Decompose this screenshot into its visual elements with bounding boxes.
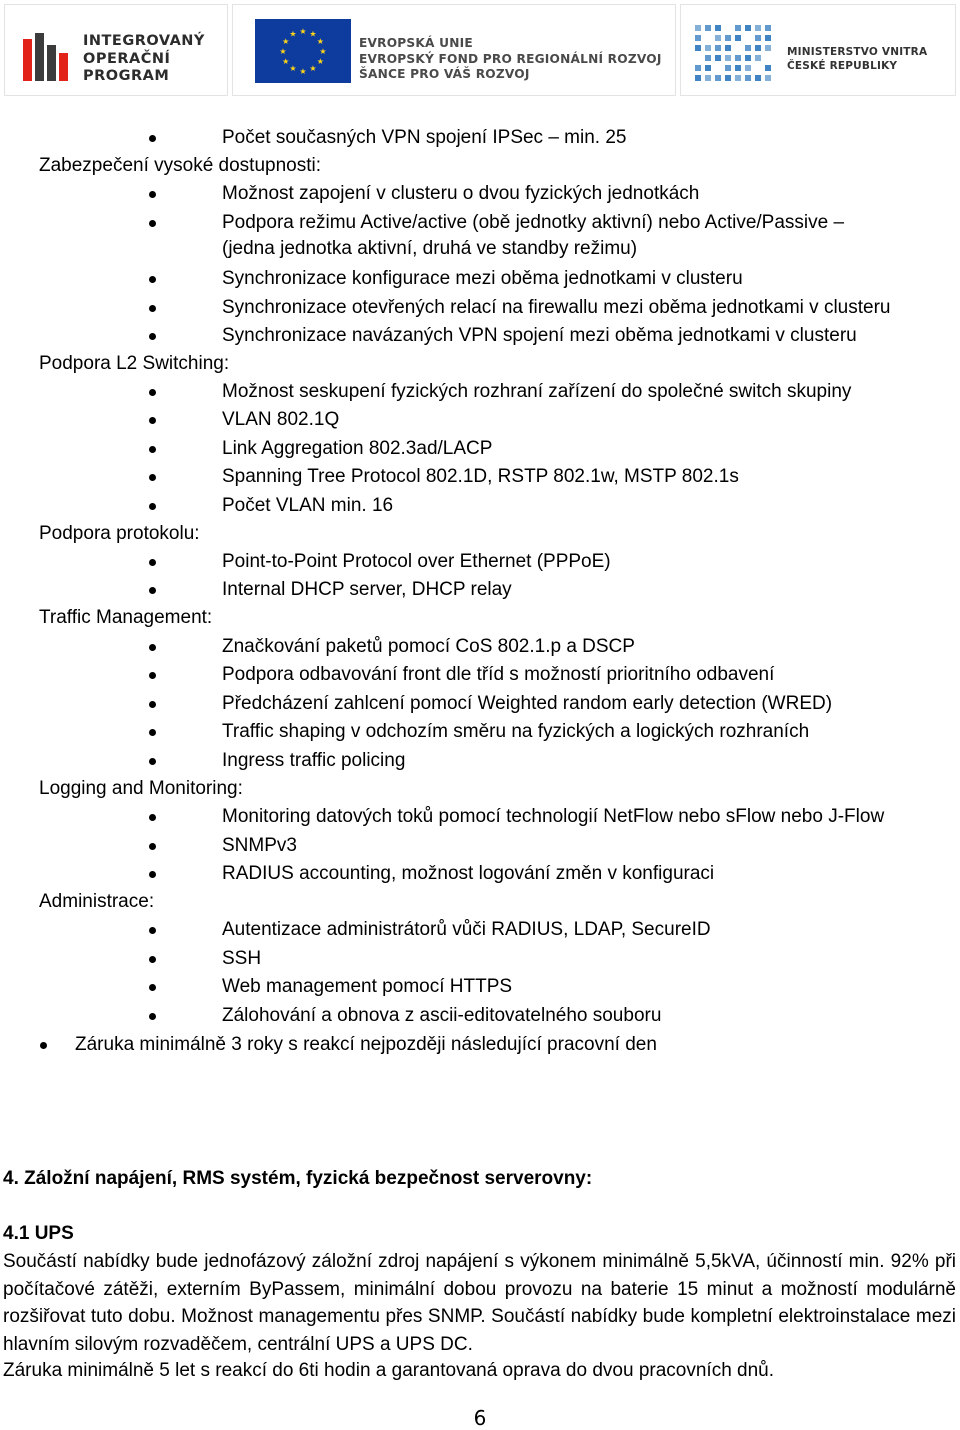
mv-dot: [745, 45, 751, 51]
list-item: Značkování paketů pomocí CoS 802.1.p a DSCP: [222, 636, 635, 657]
bullet-icon: [149, 587, 156, 594]
bullet-icon: [40, 1042, 47, 1049]
bullet-icon: [149, 758, 156, 765]
bullet-icon: [149, 1013, 156, 1020]
mv-dot: [705, 65, 711, 71]
bullet-icon: [149, 559, 156, 566]
list-item: Web management pomocí HTTPS: [222, 976, 513, 997]
bullet-icon: [149, 672, 156, 679]
mv-dot: [705, 25, 711, 31]
list-item: Internal DHCP server, DHCP relay: [222, 579, 512, 600]
mv-dot: [695, 45, 701, 51]
bullet-icon: [149, 814, 156, 821]
eu-star-icon: ★: [316, 56, 324, 66]
mv-logo: [680, 4, 956, 96]
bullet-icon: [149, 701, 156, 708]
list-item: Synchronizace otevřených relací na firewallu mezi oběma jednotkami v clusteru: [222, 297, 891, 318]
list-item: Link Aggregation 802.3ad/LACP: [222, 438, 493, 459]
mv-dot: [735, 55, 741, 61]
mv-dot: [695, 75, 701, 81]
bullet-icon: [149, 305, 156, 312]
list-item: Počet současných VPN spojení IPSec – min. 25: [222, 127, 627, 148]
mv-dot: [745, 75, 751, 81]
bullet-icon: [149, 729, 156, 736]
bullet-icon: [149, 871, 156, 878]
warranty-text: Záruka minimálně 5 let s reakcí do 6ti hodin a garantovaná oprava do dvou pracovních dnů.: [3, 1360, 775, 1381]
mv-dot: [715, 35, 721, 41]
mv-dot: [735, 35, 741, 41]
page-header: [0, 0, 960, 100]
section-heading: 4. Záložní napájení, RMS systém, fyzická bezpečnost serverovny:: [3, 1168, 593, 1189]
mv-logo-text: [787, 45, 927, 73]
section-paragraph: Součástí nabídky bude jednofázový záložní zdroj napájení s výkonem minimálně 5,5kVA, účinností min. 92% při počítačové zátěži, externím ByPassem, minimální dobou provozu na baterie 15 minut a možností modulárně rozšiřovat tuto dobu. Možnost managementu přes SNMP. Součástí nabídky bude kompletní elektroinstalace mezi hlavním silovým rozvaděčem, centrální UPS a UPS DC.: [3, 1251, 956, 1355]
mv-dots-icon: [695, 25, 777, 85]
mv-dot: [735, 75, 741, 81]
mv-dot: [725, 55, 731, 61]
eu-flag-icon: [255, 19, 351, 83]
mv-dot: [735, 25, 741, 31]
mv-dot: [755, 25, 761, 31]
list-item-continuation: (jedna jednotka aktivní, druhá ve standby režimu): [222, 238, 638, 259]
mv-dot: [765, 45, 771, 51]
eu-star-icon: ★: [289, 64, 297, 74]
bullet-icon: [149, 927, 156, 934]
eu-star-icon: ★: [309, 64, 317, 74]
bullet-icon: [149, 474, 156, 481]
mv-dot: [725, 75, 731, 81]
mv-dot: [755, 35, 761, 41]
mv-dot: [715, 55, 721, 61]
list-item: RADIUS accounting, možnost logování změn v konfiguraci: [222, 863, 715, 884]
iop-line: OPERAČNÍ: [83, 50, 171, 67]
bullet-icon: [149, 503, 156, 510]
list-item: Spanning Tree Protocol 802.1D, RSTP 802.1w, MSTP 802.1s: [222, 466, 739, 487]
bullet-icon: [149, 984, 156, 991]
list-item: Možnost seskupení fyzických rozhraní zařízení do společné switch skupiny: [222, 381, 852, 402]
mv-dot: [735, 65, 741, 71]
eu-star-icon: ★: [282, 56, 290, 66]
eu-star-icon: ★: [299, 26, 307, 36]
list-item: VLAN 802.1Q: [222, 409, 340, 430]
bullet-icon: [149, 446, 156, 453]
mv-dot: [745, 55, 751, 61]
bullet-icon: [149, 135, 156, 142]
list-item: Podpora režimu Active/active (obě jednotky aktivní) nebo Active/Passive –: [222, 212, 845, 233]
group-label: Administrace:: [39, 891, 155, 912]
subsection-heading: 4.1 UPS: [3, 1223, 74, 1244]
eu-star-icon: ★: [319, 46, 327, 56]
bullet-icon: [149, 843, 156, 850]
eu-star-icon: ★: [289, 29, 297, 39]
mv-dot: [715, 75, 721, 81]
list-item: Záruka minimálně 3 roky s reakcí nejpozději následující pracovní den: [75, 1034, 657, 1055]
mv-dot: [755, 55, 761, 61]
list-item: Ingress traffic policing: [222, 750, 406, 771]
mv-dot: [745, 25, 751, 31]
mv-dot: [765, 35, 771, 41]
list-item: Podpora odbavování front dle tříd s možností prioritního odbavení: [222, 664, 775, 685]
group-label: Logging and Monitoring:: [39, 778, 243, 799]
list-item: Možnost zapojení v clusteru o dvou fyzických jednotkách: [222, 183, 700, 204]
mv-dot: [715, 45, 721, 51]
mv-line: ČESKÉ REPUBLIKY: [787, 60, 898, 72]
mv-dot: [695, 35, 701, 41]
bullet-icon: [149, 191, 156, 198]
iop-logo-text: [83, 33, 205, 86]
mv-dot: [705, 45, 711, 51]
mv-dot: [695, 65, 701, 71]
group-label: Podpora protokolu:: [39, 523, 200, 544]
list-item: SSH: [222, 948, 262, 969]
list-item: Synchronizace navázaných VPN spojení mezi oběma jednotkami v clusteru: [222, 325, 857, 346]
mv-dot: [755, 45, 761, 51]
list-item: Autentizace administrátorů vůči RADIUS, LDAP, SecureID: [222, 919, 711, 940]
list-item: Počet VLAN min. 16: [222, 495, 394, 516]
mv-dot: [725, 45, 731, 51]
eu-line: EVROPSKÝ FOND PRO REGIONÁLNÍ ROZVOJ: [359, 51, 662, 66]
page-number: 6: [473, 1406, 487, 1430]
list-item: Synchronizace konfigurace mezi oběma jednotkami v clusteru: [222, 268, 743, 289]
iop-logo: [4, 4, 228, 96]
list-item: Point-to-Point Protocol over Ethernet (PPPoE): [222, 551, 611, 572]
eu-logo-text: [359, 36, 662, 83]
iop-line: PROGRAM: [83, 68, 170, 84]
mv-dot: [765, 25, 771, 31]
eu-line: ŠANCE PRO VÁŠ ROZVOJ: [359, 67, 530, 81]
eu-line: EVROPSKÁ UNIE: [359, 36, 473, 50]
mv-dot: [725, 65, 731, 71]
eu-star-icon: ★: [279, 46, 287, 56]
mv-dot: [745, 65, 751, 71]
iop-line: INTEGROVANÝ: [83, 33, 205, 49]
bullet-icon: [149, 417, 156, 424]
mv-dot: [765, 75, 771, 81]
bullet-icon: [149, 644, 156, 651]
eu-star-icon: ★: [316, 36, 324, 46]
list-item: SNMPv3: [222, 835, 297, 856]
mv-dot: [725, 35, 731, 41]
mv-dot: [695, 25, 701, 31]
group-label: Traffic Management:: [39, 607, 213, 628]
list-item: Traffic shaping v odchozím směru na fyzických a logických rozhraních: [222, 721, 810, 742]
mv-dot: [715, 25, 721, 31]
eu-star-icon: ★: [282, 36, 290, 46]
list-item: Předcházení zahlcení pomocí Weighted random early detection (WRED): [222, 693, 833, 714]
list-item: Monitoring datových toků pomocí technologií NetFlow nebo sFlow nebo J-Flow: [222, 806, 885, 827]
eu-logo: [232, 4, 676, 96]
eu-star-icon: ★: [299, 66, 307, 76]
mv-line: MINISTERSTVO VNITRA: [787, 46, 928, 58]
group-label: Zabezpečení vysoké dostupnosti:: [39, 155, 322, 176]
list-item: Zálohování a obnova z ascii-editovatelného souboru: [222, 1005, 662, 1026]
eu-star-icon: ★: [309, 29, 317, 39]
mv-dot: [755, 75, 761, 81]
bullet-icon: [149, 956, 156, 963]
mv-dot: [705, 55, 711, 61]
mv-dot: [705, 75, 711, 81]
group-label: Podpora L2 Switching:: [39, 353, 230, 374]
bullet-icon: [149, 389, 156, 396]
bullet-icon: [149, 333, 156, 340]
bullet-icon: [149, 276, 156, 283]
bullet-icon: [149, 220, 156, 227]
mv-dot: [765, 65, 771, 71]
